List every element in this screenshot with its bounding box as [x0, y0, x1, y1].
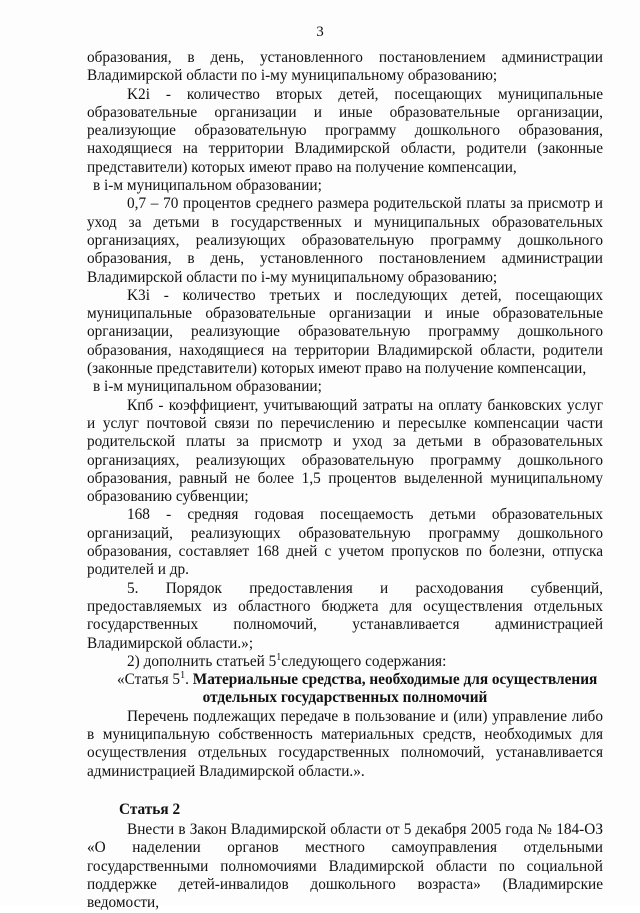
- add-article-text: 2) дополнить статьей 5: [127, 652, 277, 670]
- paragraph-article-2: Внести в Закон Владимирской области от 5 декабря 2005 года № 184-ОЗ «О наделении органов местного самоуправления отдельными государственными полномочиями Владимирской области по социальной поддержке детей-инвалидов дошкольного возраста» (Владимирские ведомости,: [87, 821, 603, 912]
- paragraph-k3i-end: в i-м муниципальном образовании;: [93, 378, 322, 396]
- paragraph-material-means: Перечень подлежащих передаче в пользование и (или) управление либо в муниципальную собственность материальных средств, необходимых для осуществления отдельных государственных полномочий, устанавливается администрацией Владимирской области.».: [87, 707, 603, 780]
- article-5-1-dot: .: [185, 671, 193, 689]
- document-body: [87, 49, 603, 913]
- paragraph-k2i: K2i - количество вторых детей, посещающих муниципальные образовательные организации и иные образовательные организации, реализующие образовательную программу дошкольного образования, находящиеся на территории Владимирской области, родители (законные представители) которых имеют право на получение компенсации,: [87, 85, 603, 176]
- paragraph-168: 168 - средняя годовая посещаемость детьми образовательных организаций, реализующих образовательную программу дошкольного образования, составляет 168 дней с учетом пропусков по болезни, отпуска родителей и др.: [87, 506, 603, 579]
- article-5-1-title: Материальные средства, необходимые для осуществления: [192, 671, 598, 689]
- paragraph-continuation: образования, в день, установленного постановлением администрации Владимирской области по i-му муниципальному образованию;: [87, 49, 603, 85]
- article-5-1-title-line2: отдельных государственных полномочий: [202, 689, 488, 707]
- add-article-text-end: следующего содержания:: [281, 652, 447, 670]
- article-5-1-sup: 1: [180, 670, 186, 681]
- article-5-1-heading: [87, 671, 603, 689]
- page-number: 3: [316, 24, 324, 40]
- paragraph-coefficient-07: 0,7 – 70 процентов среднего размера родительской платы за присмотр и уход за детьми в государственных и муниципальных образовательных организациях, реализующих образовательную программу дошкольного образования, в день, установленного постановлением администрации Владимирской области по i-му муниципальному образованию;: [87, 195, 603, 286]
- paragraph-item-5: 5. Порядок предоставления и расходования субвенций, предоставляемых из областного бюджета для осуществления отдельных государственных полномочий, устанавливается администрацией Владимирской области.»;: [87, 579, 603, 652]
- paragraph-add-article: [87, 653, 603, 671]
- paragraph-kpb: Кпб - коэффициент, учитывающий затраты на оплату банковских услуг и услуг почтовой связи по перечислению и пересылке компенсации части родительской платы за присмотр и уход за детьми в образовательных организациях, реализующих образовательную программу дошкольного образования, равный не более 1,5 процентов выделенной муниципальному образованию субвенции;: [87, 396, 603, 506]
- add-article-sup: 1: [276, 651, 282, 663]
- paragraph-k2i-end: в i-м муниципальном образовании;: [93, 177, 322, 195]
- article-2-title: Статья 2: [119, 800, 181, 818]
- article-5-1-prefix: «Статья 5: [117, 671, 181, 689]
- spacer: [87, 781, 603, 801]
- paragraph-k3i: K3i - количество третьих и последующих детей, посещающих муниципальные образовательные организации и иные образовательные организации, реализующие образовательную программу дошкольного образования, находящиеся на территории Владимирской области, родители (законные представители) которых имеют право на получение компенсации,: [87, 286, 603, 378]
